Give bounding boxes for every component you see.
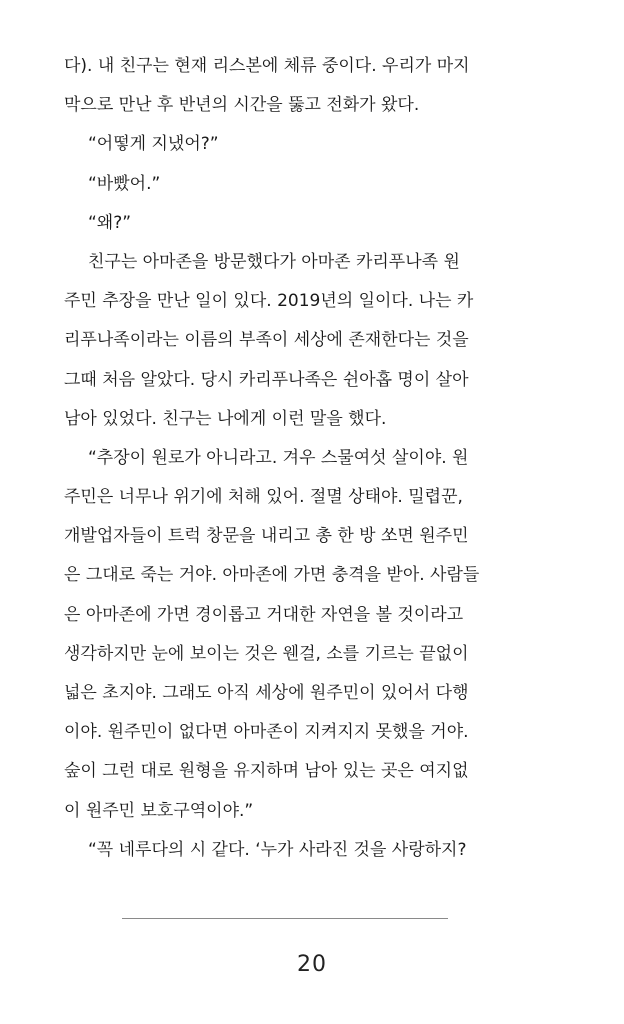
text-line: 주민 추장을 만난 일이 있다. 2019년의 일이다. 나는 카 [64, 291, 474, 312]
text-line: 남아 있었다. 친구는 나에게 이런 말을 했다. [64, 408, 387, 429]
text-line: 개발업자들이 트럭 창문을 내리고 총 한 방 쏘면 원주민 [64, 526, 469, 547]
footer-divider [122, 918, 448, 919]
page-number: 20 [297, 952, 327, 977]
body-text [64, 47, 524, 870]
text-line: 이야. 원주민이 없다면 아마존이 지켜지지 못했을 거야. [64, 722, 469, 743]
text-line: 리푸나족이라는 이름의 부족이 세상에 존재한다는 것을 [64, 330, 469, 351]
text-line: 주민은 너무나 위기에 처해 있어. 절멸 상태야. 밀렵꾼, [64, 487, 463, 508]
paragraph-start-line: “추장이 원로가 아니라고. 겨우 스물여섯 살이야. 원 [88, 447, 469, 468]
text-line: 막으로 만난 후 반년의 시간을 뚫고 전화가 왔다. [64, 95, 420, 116]
text-line: 이 원주민 보호구역이야.” [64, 800, 254, 821]
text-line: 그때 처음 알았다. 당시 카리푸나족은 쉰아홉 명이 살아 [64, 369, 469, 390]
text-line: 넓은 초지야. 그래도 아직 세상에 원주민이 있어서 다행 [64, 683, 469, 703]
dialogue-line: “어떻게 지냈어?” [88, 134, 219, 155]
paragraph-start-line: 친구는 아마존을 방문했다가 아마존 카리푸나족 원 [88, 251, 460, 272]
text-line: 다). 내 친구는 현재 리스본에 체류 중이다. 우리가 마지 [64, 56, 470, 76]
text-line: 은 아마존에 가면 경이롭고 거대한 자연을 볼 것이라고 [64, 604, 464, 625]
dialogue-line: “왜?” [88, 212, 132, 233]
text-line: 숲이 그런 대로 원형을 유지하며 남아 있는 곳은 여지없 [64, 761, 469, 782]
paragraph-start-line: “꼭 네루다의 시 같다. ‘누가 사라진 것을 사랑하지? [88, 839, 467, 860]
text-line: 은 그대로 죽는 거야. 아마존에 가면 충격을 받아. 사람들 [64, 565, 480, 586]
dialogue-line: “바빴어.” [88, 173, 161, 194]
text-line: 생각하지만 눈에 보이는 것은 웬걸, 소를 기르는 끝없이 [64, 643, 469, 664]
